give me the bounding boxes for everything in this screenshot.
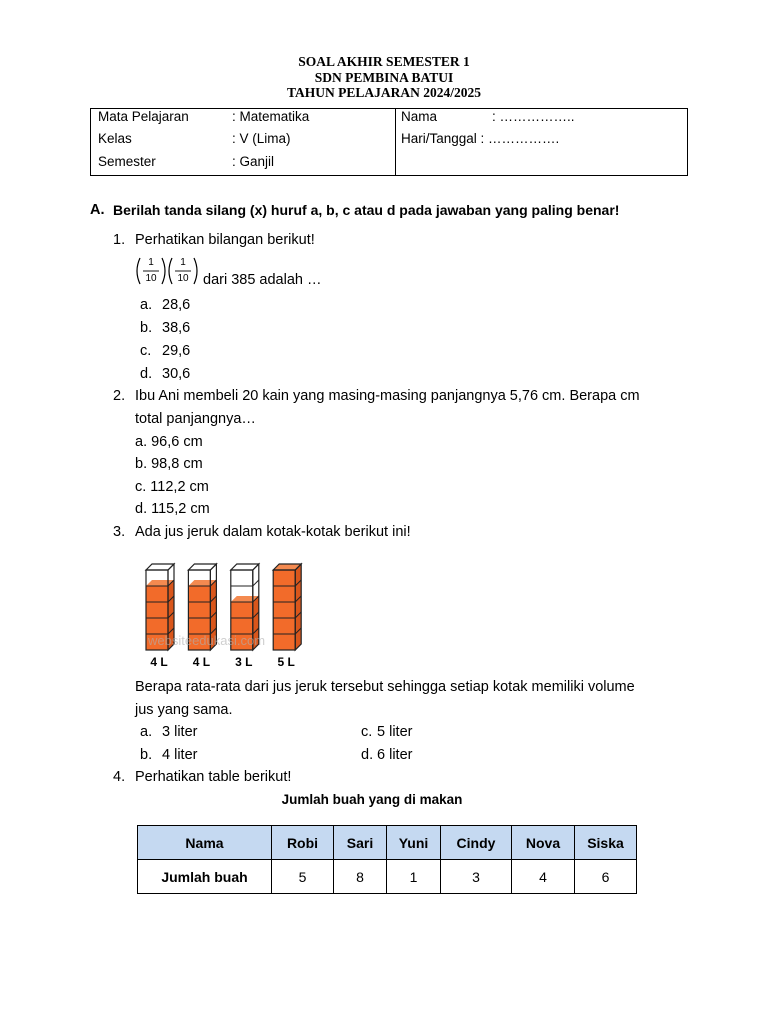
fraction-denominator: 10 <box>177 273 189 284</box>
subject-value: : Matematika <box>232 109 310 124</box>
table-row <box>138 860 637 894</box>
juice-boxes-figure <box>138 550 338 672</box>
fruit-table <box>137 825 637 894</box>
box-top <box>146 564 174 570</box>
table-cell: 3 <box>441 860 512 894</box>
juice-fill <box>273 570 295 650</box>
table-cell: 4 <box>512 860 575 894</box>
q4-number: 4. <box>113 769 126 785</box>
fraction-numerator: 1 <box>148 257 154 268</box>
volume-label: 4 L <box>150 655 168 669</box>
watermark-text: websiteedukasi.com <box>148 633 266 648</box>
fraction-denominator: 10 <box>145 273 157 284</box>
q3-number: 3. <box>113 524 126 540</box>
volume-label: 3 L <box>235 655 253 669</box>
option-text[interactable]: 29,6 <box>162 343 191 359</box>
option-letter[interactable]: c. <box>140 343 152 359</box>
option-letter[interactable]: b. <box>140 747 153 763</box>
box-top <box>231 564 259 570</box>
q4-text: Perhatikan table berikut! <box>135 769 292 785</box>
juice-side <box>295 564 301 650</box>
option-letter[interactable]: b. <box>140 320 153 336</box>
q3-text-line1: Berapa rata-rata dari jus jeruk tersebut sehingga setiap kotak memiliki volume <box>135 679 635 695</box>
date-field[interactable]: Hari/Tanggal : ……………. <box>401 131 560 146</box>
section-letter: A. <box>90 202 105 218</box>
table-cell: 8 <box>334 860 387 894</box>
table-header-row <box>138 826 637 860</box>
semester-label: Semester <box>98 154 156 169</box>
option-text[interactable]: c. <box>361 724 373 740</box>
table-cell: 5 <box>272 860 334 894</box>
option-text[interactable]: 38,6 <box>162 320 191 336</box>
class-label: Kelas <box>98 131 132 146</box>
box-top <box>188 564 216 570</box>
school-name: SDN PEMBINA BATUI <box>314 70 454 85</box>
row-label: Jumlah buah <box>138 860 272 894</box>
info-divider <box>395 109 396 175</box>
volume-label: 4 L <box>192 655 211 669</box>
table-title: Jumlah buah yang di makan <box>281 792 463 807</box>
option-d[interactable]: d. 115,2 cm <box>135 501 210 517</box>
unit-line <box>231 580 259 586</box>
option-text[interactable]: 3 liter <box>162 724 198 740</box>
header-cell: Yuni <box>387 826 441 860</box>
option-letter[interactable]: d. <box>140 366 153 382</box>
q3-text-line2: jus yang sama. <box>135 702 233 718</box>
fraction-numerator: 1 <box>180 257 186 268</box>
q2-number: 2. <box>113 388 126 404</box>
subject-label: Mata Pelajaran <box>98 109 189 124</box>
table-cell: 1 <box>387 860 441 894</box>
option-text[interactable]: 28,6 <box>162 297 191 313</box>
student-info-box <box>90 108 688 176</box>
exam-title: SOAL AKHIR SEMESTER 1 <box>298 54 470 69</box>
option-text[interactable]: 5 liter <box>377 724 413 740</box>
name-field[interactable]: : …………….. <box>492 109 575 124</box>
section-instruction: Berilah tanda silang (x) huruf a, b, c atau d pada jawaban yang paling benar! <box>113 202 620 218</box>
semester-value: : Ganjil <box>232 154 275 169</box>
option-letter[interactable]: d. <box>361 747 374 763</box>
header-cell: Siska <box>575 826 637 860</box>
table-cell: 6 <box>575 860 637 894</box>
header-cell: Cindy <box>441 826 512 860</box>
class-value: : V (Lima) <box>232 131 291 146</box>
school-year: TAHUN PELAJARAN 2024/2025 <box>286 85 481 100</box>
option-a[interactable]: a. 96,6 cm <box>135 434 203 450</box>
header-cell: Robi <box>272 826 334 860</box>
option-text[interactable]: 6 liter <box>377 747 413 763</box>
option-text[interactable]: 30,6 <box>162 366 191 382</box>
option-c[interactable]: c. 112,2 cm <box>135 479 209 495</box>
header-cell: Sari <box>334 826 387 860</box>
option-letter[interactable]: a. <box>140 297 153 313</box>
q1-text: Perhatikan bilangan berikut! <box>135 232 315 248</box>
q1-expression-text: dari 385 adalah … <box>203 272 322 288</box>
q2-text-line2: total panjangnya… <box>135 411 256 427</box>
name-label: Nama <box>401 109 438 124</box>
q2-text-line1: Ibu Ani membeli 20 kain yang masing-masing panjangnya 5,76 cm. Berapa cm <box>135 388 640 404</box>
header-cell: Nama <box>138 826 272 860</box>
volume-label: 5 L <box>277 655 295 669</box>
q3-text: Ada jus jeruk dalam kotak-kotak berikut ini! <box>135 524 411 540</box>
option-text[interactable]: 4 liter <box>162 747 198 763</box>
option-b[interactable]: b. 98,8 cm <box>135 456 203 472</box>
q1-number: 1. <box>113 232 126 248</box>
option-letter[interactable]: a. <box>140 724 153 740</box>
header-cell: Nova <box>512 826 575 860</box>
